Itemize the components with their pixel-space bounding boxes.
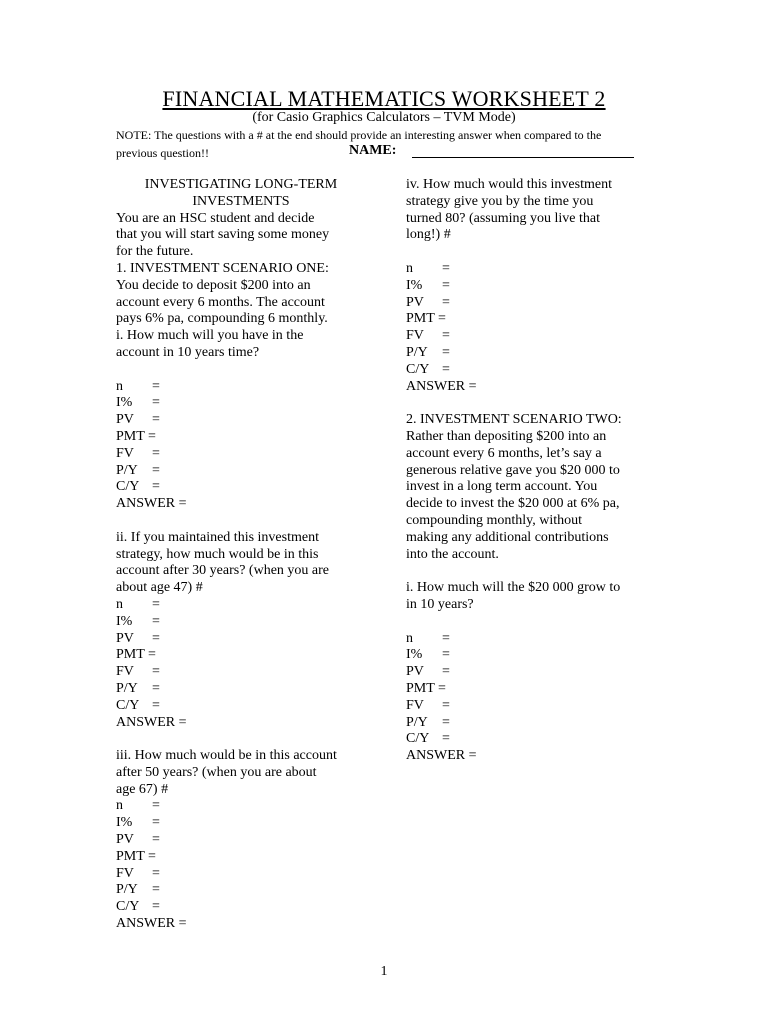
tvm-row-pv: PV = bbox=[116, 412, 160, 428]
question-text: strategy give you by the time you bbox=[406, 193, 594, 209]
tvm-answer: ANSWER = bbox=[116, 714, 187, 730]
worksheet-subtitle: (for Casio Graphics Calculators – TVM Mode) bbox=[252, 110, 516, 125]
tvm-row-pv: PV = bbox=[116, 630, 160, 646]
tvm-row-i: I% = bbox=[406, 277, 450, 293]
tvm-block bbox=[406, 261, 656, 395]
scenario-two-text: invest in a long term account. You bbox=[406, 479, 598, 495]
tvm-row-cy: C/Y = bbox=[406, 731, 450, 747]
tvm-row-pmt: PMT = bbox=[406, 311, 446, 327]
tvm-row-n: n = bbox=[116, 378, 160, 394]
tvm-row-i: I% = bbox=[406, 647, 450, 663]
tvm-row-pv: PV = bbox=[116, 832, 160, 848]
question-text: i. How much will you have in the bbox=[116, 328, 304, 344]
scenario-one-text: You decide to deposit $200 into an bbox=[116, 277, 311, 293]
tvm-answer: ANSWER = bbox=[406, 378, 477, 394]
tvm-row-cy: C/Y = bbox=[406, 361, 450, 377]
tvm-row-n: n = bbox=[406, 260, 450, 276]
question-text: ii. If you maintained this investment bbox=[116, 529, 319, 545]
tvm-row-fv: FV = bbox=[116, 664, 160, 680]
tvm-block bbox=[116, 597, 366, 731]
question-text: after 50 years? (when you are about bbox=[116, 764, 317, 780]
question-text: turned 80? (assuming you live that bbox=[406, 210, 601, 226]
tvm-answer: ANSWER = bbox=[116, 496, 187, 512]
tvm-row-pmt: PMT = bbox=[116, 848, 156, 864]
left-column bbox=[116, 177, 366, 933]
note-line-1: NOTE: The questions with a # at the end should provide an interesting answer when compared to the bbox=[116, 128, 602, 142]
intro-text: that you will start saving some money bbox=[116, 227, 330, 243]
tvm-row-fv: FV = bbox=[116, 445, 160, 461]
right-column bbox=[406, 177, 656, 765]
tvm-row-fv: FV = bbox=[116, 865, 160, 881]
tvm-row-pv: PV = bbox=[406, 294, 450, 310]
name-field-line bbox=[412, 157, 634, 158]
question-text: long!) # bbox=[406, 227, 451, 243]
tvm-row-py: P/Y = bbox=[116, 882, 160, 898]
name-label: NAME: bbox=[349, 143, 397, 158]
tvm-row-cy: C/Y = bbox=[116, 697, 160, 713]
tvm-block bbox=[116, 379, 366, 513]
note-line-2: previous question!! bbox=[116, 146, 209, 160]
question-text: strategy, how much would be in this bbox=[116, 546, 319, 562]
scenario-two-text: account every 6 months, let’s say a bbox=[406, 445, 602, 461]
tvm-row-n: n = bbox=[116, 596, 160, 612]
question-text: in 10 years? bbox=[406, 596, 474, 612]
scenario-two-text: 2. INVESTMENT SCENARIO TWO: bbox=[406, 412, 622, 428]
question-text: iv. How much would this investment bbox=[406, 177, 612, 192]
scenario-two-text: decide to invest the $20 000 at 6% pa, bbox=[406, 496, 620, 512]
scenario-one-text: account every 6 months. The account bbox=[116, 294, 325, 310]
tvm-row-py: P/Y = bbox=[116, 680, 160, 696]
intro-text: You are an HSC student and decide bbox=[116, 210, 315, 226]
tvm-row-i: I% = bbox=[116, 613, 160, 629]
scenario-two-text: Rather than depositing $200 into an bbox=[406, 428, 607, 444]
tvm-block bbox=[116, 798, 366, 932]
tvm-row-pv: PV = bbox=[406, 664, 450, 680]
question-text: account in 10 years time? bbox=[116, 344, 260, 360]
tvm-row-pmt: PMT = bbox=[116, 647, 156, 663]
scenario-two-text: into the account. bbox=[406, 546, 499, 562]
tvm-row-pmt: PMT = bbox=[116, 428, 156, 444]
tvm-row-n: n = bbox=[406, 630, 450, 646]
scenario-two-text: compounding monthly, without bbox=[406, 512, 583, 528]
tvm-row-py: P/Y = bbox=[116, 462, 160, 478]
tvm-row-i: I% = bbox=[116, 395, 160, 411]
question-text: about age 47) # bbox=[116, 580, 203, 596]
worksheet-title: FINANCIAL MATHEMATICS WORKSHEET 2 bbox=[162, 86, 606, 111]
page-number: 1 bbox=[380, 964, 388, 979]
scenario-two-text: generous relative gave you $20 000 to bbox=[406, 462, 620, 478]
question-text: age 67) # bbox=[116, 781, 169, 797]
tvm-answer: ANSWER = bbox=[406, 748, 477, 764]
tvm-row-cy: C/Y = bbox=[116, 479, 160, 495]
tvm-answer: ANSWER = bbox=[116, 916, 187, 932]
intro-text: for the future. bbox=[116, 244, 194, 260]
section-heading: INVESTMENTS bbox=[192, 193, 290, 209]
tvm-row-py: P/Y = bbox=[406, 714, 450, 730]
tvm-block bbox=[406, 631, 656, 765]
tvm-row-cy: C/Y = bbox=[116, 899, 160, 915]
tvm-row-fv: FV = bbox=[406, 697, 450, 713]
question-text: i. How much will the $20 000 grow to bbox=[406, 580, 621, 596]
tvm-row-i: I% = bbox=[116, 815, 160, 831]
tvm-row-py: P/Y = bbox=[406, 344, 450, 360]
scenario-one-text: 1. INVESTMENT SCENARIO ONE: bbox=[116, 260, 329, 276]
tvm-row-n: n = bbox=[116, 798, 160, 814]
question-text: iii. How much would be in this account bbox=[116, 748, 337, 764]
scenario-two-text: making any additional contributions bbox=[406, 529, 609, 545]
question-text: account after 30 years? (when you are bbox=[116, 563, 330, 579]
scenario-one-text: pays 6% pa, compounding 6 monthly. bbox=[116, 311, 328, 327]
section-heading: INVESTIGATING LONG-TERM bbox=[144, 177, 338, 192]
tvm-row-fv: FV = bbox=[406, 328, 450, 344]
tvm-row-pmt: PMT = bbox=[406, 680, 446, 696]
